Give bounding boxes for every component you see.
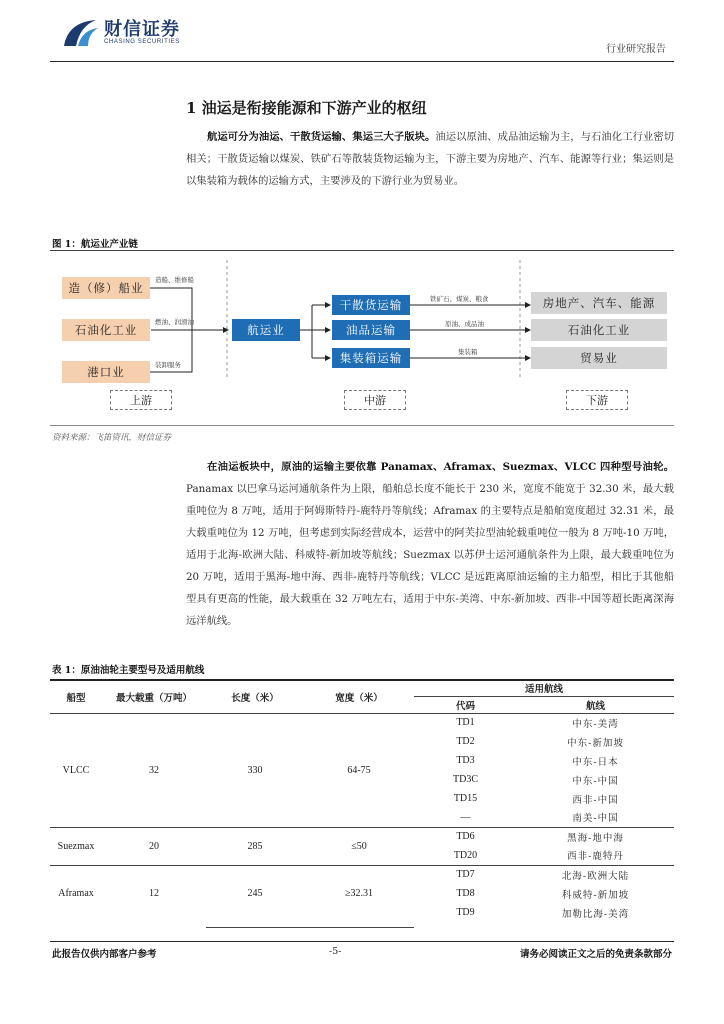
cell-code: TD3 — [456, 755, 475, 766]
edge-label-oil: 原油、成品油 — [445, 320, 484, 328]
header-route: 航线 — [517, 696, 674, 713]
stage-midstream: 中游 — [344, 390, 406, 410]
paragraph-intro-body: 油运以原油、成品油运输为主，与石油化工行业密切相关；干散货运输以煤炭、铁矿石等散装货物运输为主，下游主要为房地产、汽车、能源等行业；集运则是以集装箱为载体的运输方式，主要涉及的下游行业为贸易业。 — [186, 131, 675, 187]
upstream-box-shipbuilding: 造（修）船业 — [62, 277, 150, 299]
edge-label-port-service: 装卸服务 — [155, 361, 181, 369]
downstream-box-petrochemical: 石油化工业 — [531, 319, 667, 341]
cell-route: 科威特-新加坡 — [561, 889, 630, 901]
cell-code: TD20 — [453, 849, 478, 861]
footer-disclaimer-left: 此报告仅供内部客户参考 — [52, 949, 157, 960]
cell-max-load: 20 — [102, 827, 206, 865]
edge-label-dry-bulk: 铁矿石、煤炭、粮食 — [430, 295, 489, 303]
table-row — [50, 713, 674, 732]
cell-code: TD7 — [414, 865, 517, 884]
cell-route: 黑海-地中海 — [517, 827, 674, 846]
mid-box-dry-bulk: 干散货运输 — [332, 295, 410, 315]
tanker-table — [50, 679, 674, 922]
cell-code: TD9 — [456, 907, 475, 918]
cell-ship-type: Aframax — [50, 865, 102, 922]
mid-box-oil: 油品运输 — [332, 320, 410, 340]
cell-route: 中东-新加坡 — [567, 737, 624, 749]
table-partial-rule — [206, 927, 414, 928]
cell-width: 64-75 — [347, 764, 371, 776]
cell-route: 中东-日本 — [572, 756, 619, 768]
industry-chain-diagram — [50, 250, 674, 426]
cell-max-load: 32 — [149, 764, 159, 776]
header-ship-type: 船型 — [50, 680, 102, 713]
figure-title: 图 1：航运业产业链 — [52, 239, 138, 250]
cell-length: 330 — [247, 764, 263, 776]
cell-route: 中东-美湾 — [572, 718, 619, 730]
page-number: -5- — [329, 946, 342, 957]
cell-route: 西非-鹿特丹 — [567, 851, 624, 863]
paragraph-intro-lead: 航运可分为油运、干散货运输、集运三大子版块。 — [207, 131, 436, 143]
report-type: 行业研究报告 — [606, 44, 666, 55]
header-width: 宽度（米） — [304, 680, 414, 713]
cell-code: TD15 — [453, 793, 478, 804]
company-name-en: CHASING SECURITIES — [104, 39, 180, 45]
upstream-box-port: 港口业 — [62, 361, 150, 383]
cell-ship-type: Suezmax — [50, 827, 102, 865]
upstream-box-petrochemical: 石油化工业 — [62, 319, 150, 341]
header-divider — [50, 61, 674, 62]
cell-route: 北海-欧洲大陆 — [517, 865, 674, 884]
cell-route: 中东-中国 — [572, 775, 619, 787]
cell-code: TD2 — [456, 736, 475, 747]
paragraph-tanker-body: Panamax 以巴拿马运河通航条件为上限，船舶总长度不能长于 230 米，宽度不能宽于 32.30 米，最大载重吨位为 8 万吨，适用于阿姆斯特丹-鹿特丹等航线；Aframax 的主要特点是船舶宽度超过 32.31 米，最大载重吨位为 12 万吨，但考虑到实际经营成本，运营中的阿芙拉型油轮载重吨位一般为 8 万吨-10 万吨，适用于北海-欧洲大陆、科威特-新加坡等航线；Suezmax 以苏伊士运河通航条件为上限，最大载重吨位为 20 万吨，适用于黑海-地中海、西非-鹿特丹等航线；VLCC 是远距离原油运输的主力船型，相比于其他船型具有更高的性能，最大载重在 32 万吨左右，适用于中东-美湾、中东-新加坡、西非-中国等超长距离深海远洋航线。 — [186, 483, 674, 627]
section-title: 1 油运是衔接能源和下游产业的枢纽 — [186, 99, 427, 117]
figure-source: 资料来源：飞笛资讯，财信证券 — [52, 433, 172, 443]
paragraph-tanker-lead: 在油运板块中，原油的运输主要依靠 Panamax、Aframax、Suezmax、VLCC 四种型号油轮。 — [207, 461, 674, 473]
downstream-box-trade: 贸易业 — [531, 347, 667, 369]
cell-length: 285 — [206, 827, 304, 865]
mid-box-container: 集装箱运输 — [332, 348, 410, 368]
table-row — [50, 865, 674, 884]
cell-code: TD8 — [456, 888, 475, 899]
footer-divider — [50, 941, 674, 942]
downstream-box-property: 房地产、汽车、能源 — [531, 292, 667, 314]
paragraph-tanker-types — [186, 456, 674, 632]
header-code: 代码 — [414, 696, 517, 713]
header-routes: 适用航线 — [414, 680, 674, 696]
cell-max-load: 12 — [102, 865, 206, 922]
cell-code: TD3C — [453, 774, 478, 785]
center-box-shipping: 航运业 — [232, 319, 300, 341]
cell-code: TD1 — [456, 717, 475, 729]
header-max-load: 最大载重（万吨） — [102, 680, 206, 713]
figure-bottom-rule — [50, 425, 674, 426]
table-title: 表 1：原油油轮主要型号及适用航线 — [52, 665, 205, 676]
cell-route: 南美-中国 — [572, 813, 619, 825]
stage-downstream: 下游 — [566, 390, 628, 410]
cell-code: TD6 — [414, 827, 517, 846]
cell-code: — — [460, 811, 471, 823]
cell-width: ≥32.31 — [304, 865, 414, 922]
edge-label-container: 集装箱 — [458, 348, 478, 356]
paragraph-intro — [186, 126, 674, 192]
cell-route: 加勒比海-美湾 — [561, 908, 630, 920]
cell-ship-type: VLCC — [62, 764, 90, 776]
table-row — [50, 827, 674, 846]
cell-width: ≤50 — [304, 827, 414, 865]
edge-label-shipbuilding: 造船、维修船 — [155, 276, 194, 284]
company-logo-icon — [62, 16, 100, 48]
stage-upstream: 上游 — [110, 390, 172, 410]
cell-length: 245 — [206, 865, 304, 922]
footer-disclaimer-right: 请务必阅读正文之后的免责条款部分 — [519, 949, 672, 960]
header-length: 长度（米） — [206, 680, 304, 713]
cell-route: 西非-中国 — [572, 794, 619, 806]
company-name-cn: 财信证券 — [104, 19, 180, 40]
edge-label-fuel: 燃油、润滑油 — [155, 318, 194, 326]
